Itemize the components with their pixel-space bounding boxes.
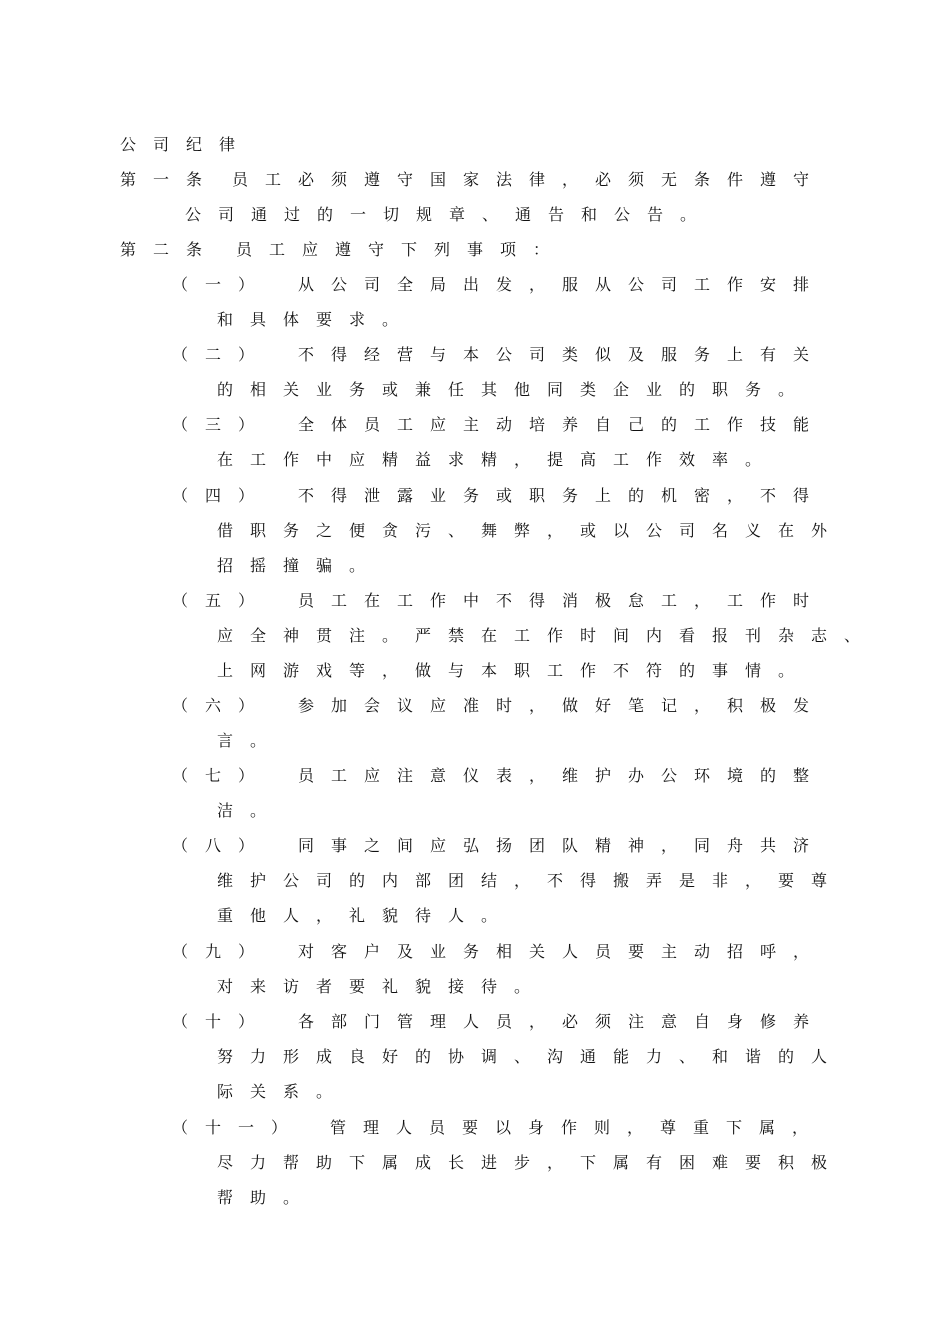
- item-4-line-3: 招摇撞骗。: [217, 556, 383, 575]
- item-7-marker: （七）: [172, 766, 272, 785]
- item-6-marker: （六）: [172, 696, 272, 715]
- item-1-marker: （一）: [172, 275, 272, 294]
- item-8-marker: （八）: [172, 836, 272, 855]
- item-9-line-2: 对来访者要礼貌接待。: [217, 977, 548, 996]
- item-5-line-3: 上网游戏等，做与本职工作不符的事情。: [217, 661, 812, 680]
- item-2-line-1: 不得经营与本公司类似及服务上有关: [298, 345, 827, 364]
- article-1-line-1: 员工必须遵守国家法律，必须无条件遵守: [232, 170, 827, 189]
- item-7-line-1: 员工应注意仪表，维护办公环境的整: [298, 766, 827, 785]
- item-11-line-2: 尽力帮助下属成长进步，下属有困难要积极: [217, 1153, 845, 1172]
- item-10-marker: （十）: [172, 1012, 272, 1031]
- item-6-line-2: 言。: [217, 731, 284, 750]
- item-9-marker: （九）: [172, 942, 272, 961]
- item-11-line-1: 管理人员要以身作则，尊重下属，: [330, 1118, 826, 1137]
- item-8-line-3: 重他人，礼貌待人。: [217, 906, 515, 925]
- item-3-line-1: 全体员工应主动培养自己的工作技能: [298, 415, 827, 434]
- item-1-line-1: 从公司全局出发，服从公司工作安排: [298, 275, 827, 294]
- item-5-line-1: 员工在工作中不得消极怠工，工作时: [298, 591, 827, 610]
- article-1-line-2: 公司通过的一切规章、通告和公告。: [185, 205, 714, 224]
- item-10-line-2: 努力形成良好的协调、沟通能力、和谐的人: [217, 1047, 845, 1066]
- item-11-marker: （十一）: [172, 1118, 305, 1137]
- item-4-line-1: 不得泄露业务或职务上的机密，不得: [298, 486, 827, 505]
- document-title: 公司纪律: [120, 135, 253, 154]
- item-9-line-1: 对客户及业务相关人员要主动招呼，: [298, 942, 827, 961]
- article-2-label: 第二条: [120, 240, 220, 259]
- item-8-line-1: 同事之间应弘扬团队精神，同舟共济: [298, 836, 827, 855]
- article-1-label: 第一条: [120, 170, 220, 189]
- item-3-line-2: 在工作中应精益求精，提高工作效率。: [217, 450, 779, 469]
- item-2-marker: （二）: [172, 345, 272, 364]
- item-5-line-2: 应全神贯注。严禁在工作时间内看报刊杂志、: [217, 626, 878, 645]
- item-1-line-2: 和具体要求。: [217, 310, 416, 329]
- item-11-line-3: 帮助。: [217, 1188, 317, 1207]
- item-6-line-1: 参加会议应准时，做好笔记，积极发: [298, 696, 827, 715]
- item-8-line-2: 维护公司的内部团结，不得搬弄是非，要尊: [217, 871, 845, 890]
- item-10-line-3: 际关系。: [217, 1082, 350, 1101]
- item-4-marker: （四）: [172, 486, 272, 505]
- item-10-line-1: 各部门管理人员，必须注意自身修养: [298, 1012, 827, 1031]
- article-2-intro: 员工应遵守下列事项：: [236, 240, 567, 259]
- item-2-line-2: 的相关业务或兼任其他同类企业的职务。: [217, 380, 812, 399]
- item-4-line-2: 借职务之便贪污、舞弊，或以公司名义在外: [217, 521, 845, 540]
- item-7-line-2: 洁。: [217, 801, 284, 820]
- item-3-marker: （三）: [172, 415, 272, 434]
- item-5-marker: （五）: [172, 591, 272, 610]
